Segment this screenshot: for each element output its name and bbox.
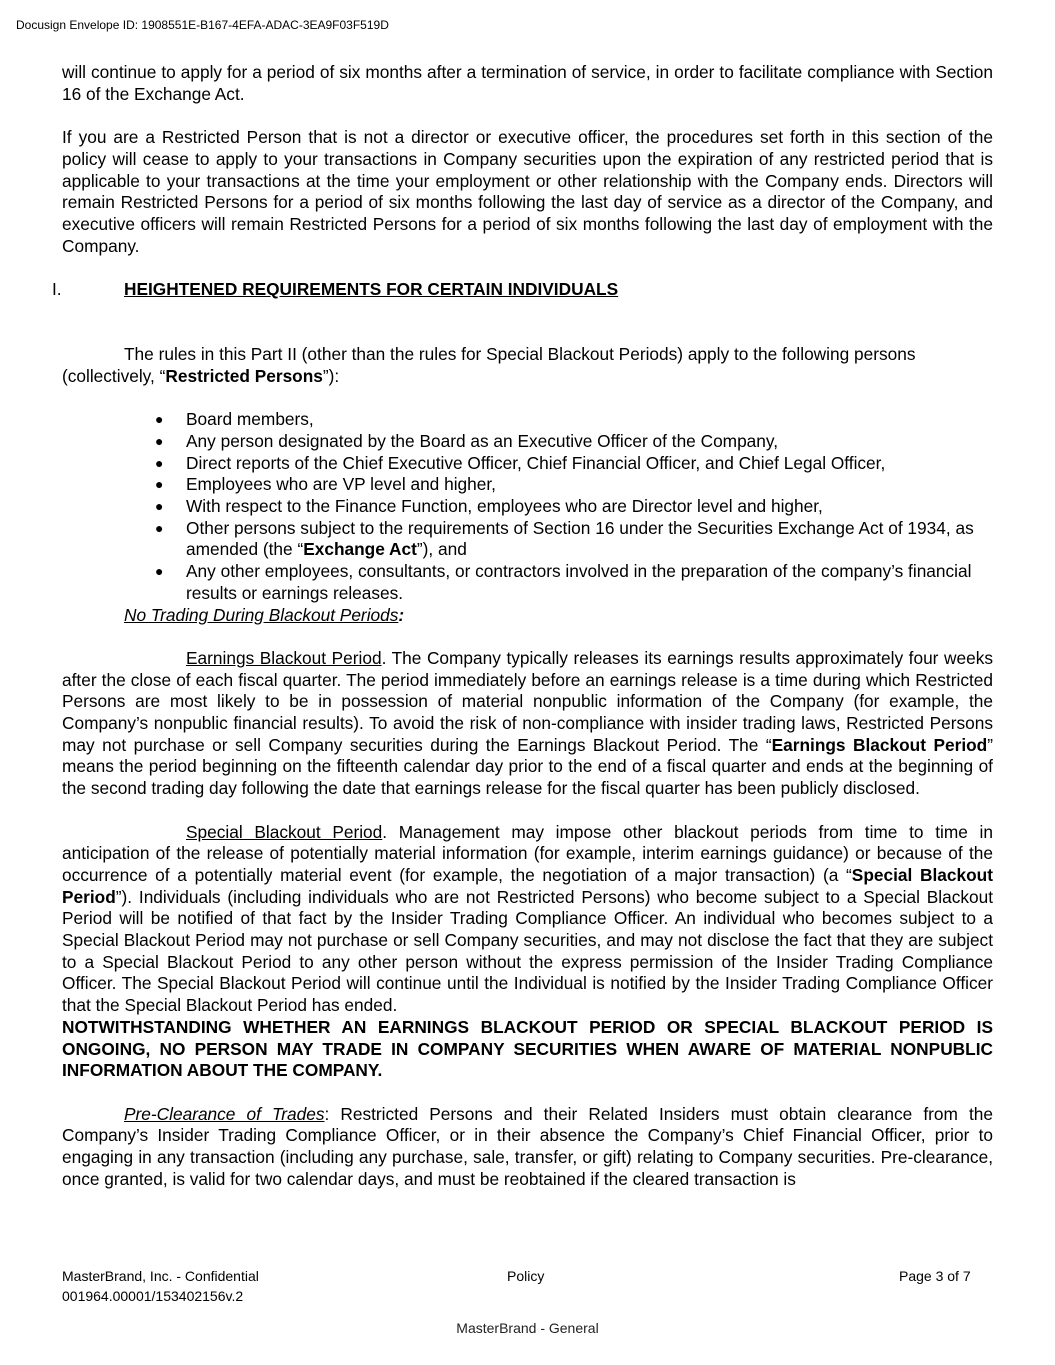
paragraph-text: . The Company typically releases its earnings results approximately four weeks after the close of each fiscal quarter. The period immediately before an earnings release is a time during which Restricted Persons are most likely to be in possession of material nonpublic information of the Company (for example, the Company’s nonpublic financial results). To avoid the risk of non-compliance with insider trading laws, Restricted Persons may not purchase or sell Company securities during the Earnings Blackout Period. The “ [62, 647, 993, 755]
paragraph-continuation: will continue to apply for a period of six months after a termination of service, in order to facilitate compliance with Section 16 of the Exchange Act. [62, 62, 993, 104]
list-item [62, 453, 993, 475]
footer-page-number: Page 3 of 7 [899, 1268, 971, 1284]
list-item [62, 561, 993, 604]
paragraph-text-end: ” means the period beginning on the fifteenth calendar day prior to the end of a fiscal quarter and ends at the beginning of the second trading day following the date that earnings release for the fiscal quarter has been publicly disclosed. [62, 734, 993, 799]
bullet-icon: ● [155, 454, 164, 471]
restricted-persons-list [62, 409, 993, 604]
intro-text: The rules in this Part II (other than the rules for Special Blackout Periods) apply to the following persons (collectively, “ [62, 344, 916, 386]
subheading-text: No Trading During Blackout Periods [124, 604, 399, 625]
paragraph-restricted-person-expiry: If you are a Restricted Person that is not a director or executive officer, the procedures set forth in this section of the policy will cease to apply to your transactions in Company securities upon the expiration of any restricted period that is applicable to your transactions at the time your employment or other relationship with the Company ends. Directors will remain Restricted Persons for a period of six months following the last day of service as a director of the Company, and executive officers will remain Restricted Persons for a period of six months following the last day of employment with the Company. [62, 127, 993, 256]
defined-term: Exchange Act [303, 539, 417, 560]
envelope-id: Docusign Envelope ID: 1908551E-B167-4EFA-ADAC-3EA9F03F519D [16, 18, 389, 32]
paragraph-intro [62, 344, 993, 387]
paragraph-label: Pre-Clearance of Trades [124, 1103, 325, 1124]
subheading-colon: : [398, 604, 405, 625]
notwithstanding-notice: NOTWITHSTANDING WHETHER AN EARNINGS BLACKOUT PERIOD OR SPECIAL BLACKOUT PERIOD IS ONGOING, NO PERSON MAY TRADE IN COMPANY SECURITIES WHEN AWARE OF MATERIAL NONPUBLIC INFORMATION ABOUT THE COMPANY. [62, 1016, 993, 1081]
bullet-icon: ● [155, 476, 164, 493]
paragraph-label: Earnings Blackout Period [186, 647, 382, 668]
defined-term: Special Blackout Period [62, 864, 993, 907]
list-item-text: Any other employees, consultants, or contractors involved in the preparation of the company’s financial results or earnings releases. [186, 561, 972, 603]
list-item [62, 496, 993, 518]
list-item [62, 431, 993, 453]
intro-text-end: ”): [322, 365, 340, 386]
section-number: I. [52, 279, 62, 299]
classification-label: MasterBrand - General [456, 1320, 599, 1336]
bullet-icon: ● [155, 432, 164, 449]
section-heading [52, 279, 993, 301]
bullet-icon: ● [155, 497, 164, 514]
document-body [52, 62, 993, 1190]
list-item-text: Other persons subject to the requirements of Section 16 under the Securities Exchange Act of 1934, as amended (the “ [186, 517, 974, 560]
subheading-no-trading [62, 605, 993, 627]
paragraph-earnings-blackout [62, 648, 993, 800]
bullet-icon: ● [155, 519, 164, 536]
list-item-text: With respect to the Finance Function, employees who are Director level and higher, [186, 495, 823, 516]
footer-center: Policy [507, 1268, 545, 1284]
list-item-text-end: ”), and [416, 539, 467, 560]
list-item [62, 474, 993, 496]
defined-term: Earnings Blackout Period [771, 734, 988, 755]
paragraph-preclearance [62, 1104, 993, 1191]
bullet-icon: ● [155, 563, 164, 580]
footer-left [62, 1266, 259, 1306]
list-item-text: Employees who are VP level and higher, [186, 474, 496, 495]
list-item [62, 409, 993, 431]
paragraph-text-end: ”). Individuals (including individuals who are not Restricted Persons) who become subject to a Special Blackout Period will be notified of that fact by the Insider Trading Compliance Officer. An individual who becomes subject to a Special Blackout Period may not purchase or sell Company securities, and may not disclose the fact that they are subject to a Special Blackout Period to any other person without the express permission of the Insider Trading Compliance Officer. The Special Blackout Period will continue until the Individual is notified by the Insider Trading Compliance Officer that the Special Blackout Period has ended. [62, 886, 993, 1016]
paragraph-label: Special Blackout Period [186, 821, 383, 842]
footer-doc-id: 001964.00001/153402156v.2 [62, 1288, 244, 1304]
footer-company: MasterBrand, Inc. - Confidential [62, 1268, 259, 1284]
list-item [62, 518, 993, 561]
defined-term: Restricted Persons [165, 365, 323, 386]
paragraph-special-blackout [62, 822, 993, 1017]
list-item-text: Direct reports of the Chief Executive Officer, Chief Financial Officer, and Chief Legal Officer, [186, 452, 886, 473]
list-item-text: Any person designated by the Board as an Executive Officer of the Company, [186, 430, 779, 451]
bullet-icon: ● [155, 411, 164, 428]
paragraph-text: : Restricted Persons and their Related Insiders must obtain clearance from the Company’s Insider Trading Compliance Officer, or in their absence the Company’s Chief Financial Officer, prior to engaging in any transaction (including any purchase, sale, transfer, or gift) relating to Company securities. Pre-clearance, once granted, is valid for two calendar days, and must be reobtained if the cleared transaction is [62, 1103, 993, 1189]
section-title: HEIGHTENED REQUIREMENTS FOR CERTAIN INDIVIDUALS [124, 279, 619, 299]
list-item-text: Board members, [186, 409, 314, 430]
paragraph-text: . Management may impose other blackout periods from time to time in anticipation of the release of potentially material information (for example, interim earnings guidance) or because of the occurrence of a potentially material event (for example, the negotiation of a major transaction) (a “ [62, 821, 993, 885]
